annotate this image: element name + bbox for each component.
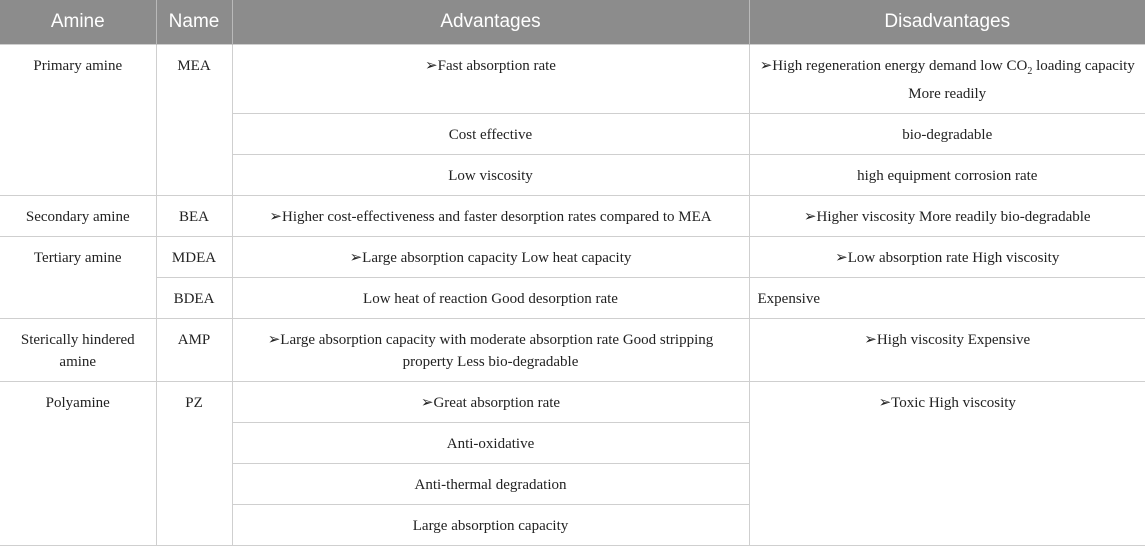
disadvantage-cell: ➢High viscosity Expensive [749,319,1145,382]
subscript-2: 2 [1027,66,1033,77]
disadvantage-cell: ➢Low absorption rate High viscosity [749,237,1145,278]
name-cell: AMP [156,319,232,382]
disadvantage-cell [749,45,1145,114]
header-disadvantages: Disadvantages [749,0,1145,45]
disadvantage-text-cont: loading capacity More readily [908,58,1135,102]
table-row [0,319,1145,382]
disadvantage-text: ➢High regeneration energy demand low CO [759,58,1028,74]
amine-cell: Tertiary amine [0,237,156,319]
advantage-cell: ➢Large absorption capacity Low heat capacity [232,237,749,278]
advantage-cell: Anti-thermal degradation [232,464,749,505]
name-cell: MDEA [156,237,232,278]
advantage-cell: Low heat of reaction Good desorption rate [232,278,749,319]
advantage-cell: Cost effective [232,114,749,155]
disadvantage-cell: Expensive [749,278,1145,319]
advantage-cell: ➢Fast absorption rate [232,45,749,114]
table-row [0,237,1145,278]
advantage-cell: Large absorption capacity [232,505,749,546]
amine-cell: Secondary amine [0,196,156,237]
table-row [0,278,1145,319]
disadvantage-cell: ➢Toxic High viscosity [749,382,1145,546]
amine-cell: Primary amine [0,45,156,196]
header-amine: Amine [0,0,156,45]
name-cell: PZ [156,382,232,546]
amine-cell: Polyamine [0,382,156,546]
name-cell: BDEA [156,278,232,319]
header-name: Name [156,0,232,45]
table-row [0,382,1145,423]
table-row [0,196,1145,237]
advantage-cell: ➢Higher cost-effectiveness and faster desorption rates compared to MEA [232,196,749,237]
name-cell: MEA [156,45,232,196]
name-cell: BEA [156,196,232,237]
table-row [0,45,1145,114]
advantage-cell: ➢Large absorption capacity with moderate absorption rate Good stripping property Less bio-degradable [232,319,749,382]
disadvantage-cell: ➢Higher viscosity More readily bio-degradable [749,196,1145,237]
advantage-cell: ➢Great absorption rate [232,382,749,423]
advantage-cell: Low viscosity [232,155,749,196]
header-advantages: Advantages [232,0,749,45]
amine-cell: Sterically hindered amine [0,319,156,382]
disadvantage-cell: high equipment corrosion rate [749,155,1145,196]
advantage-cell: Anti-oxidative [232,423,749,464]
header-row [0,0,1145,45]
disadvantage-cell: bio-degradable [749,114,1145,155]
